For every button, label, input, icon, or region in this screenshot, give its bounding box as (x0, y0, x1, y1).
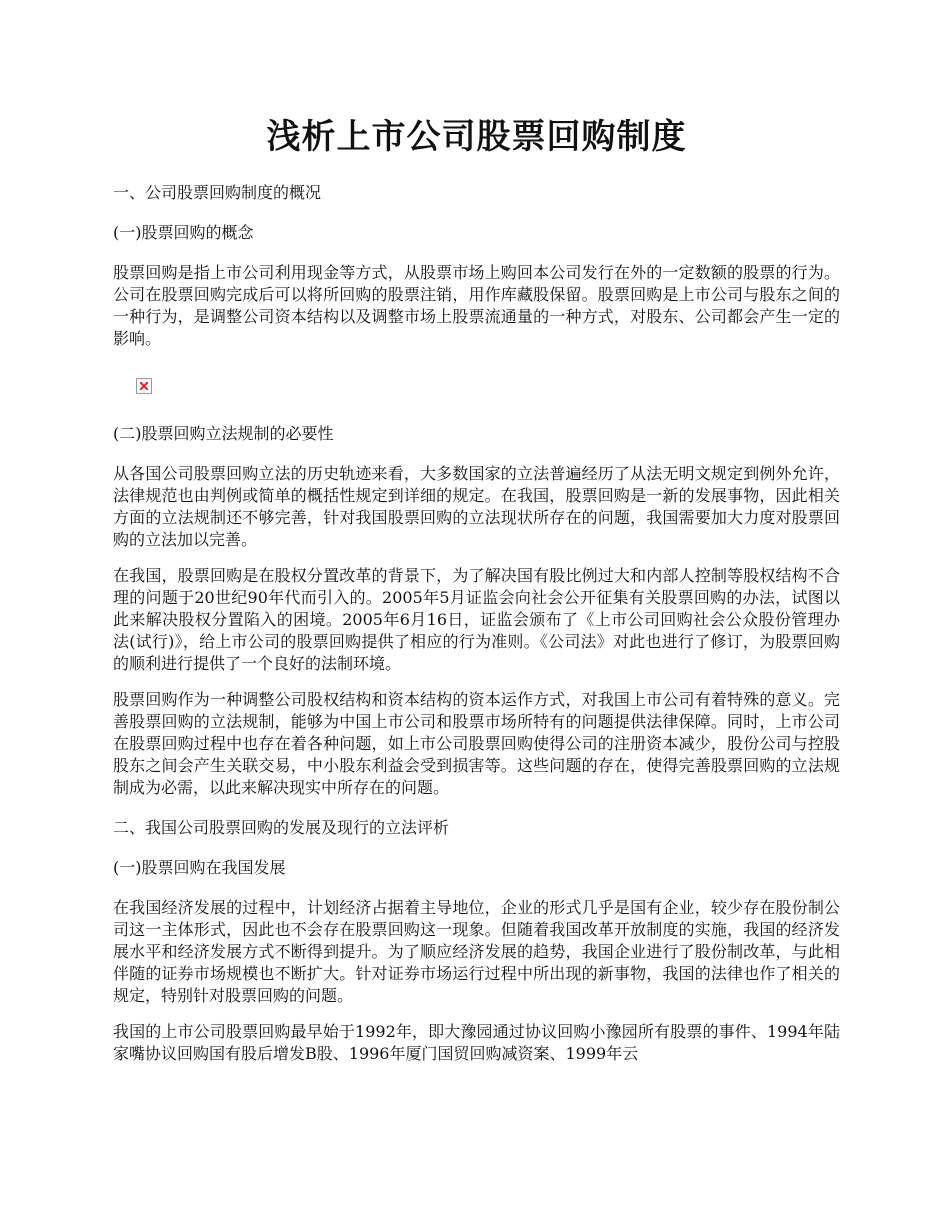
subsection-heading-1-1: (一)股票回购的概念 (113, 223, 254, 242)
paragraph-necessity-1: 从各国公司股票回购立法的历史轨迹来看，大多数国家的立法普遍经历了从法无明文规定到例外允许，法律规范也由判例或简单的概括性规定到详细的规定。在我国，股票回购是一新的发展事物，因此相关方面的立法规制还不够完善，针对我国股票回购的立法现状所存在的问题，我国需要加大力度对股票回购的立法加以完善。 (113, 464, 840, 549)
section-heading-1: 一、公司股票回购制度的概况 (113, 183, 322, 202)
section-heading-2: 二、我国公司股票回购的发展及现行的立法评析 (113, 818, 450, 837)
image-error-x-icon (140, 382, 148, 390)
paragraph-necessity-2: 在我国，股票回购是在股权分置改革的背景下，为了解决国有股比例过大和内部人控制等股权结构不合理的问题于20世纪90年代而引入的。2005年5月证监会向社会公开征集有关股票回购的办法，试图以此来解决股权分置陷入的困境。2005年6月16日，证监会颁布了《上市公司回购社会公众股份管理办法(试行)》，给上市公司的股票回购提供了相应的行为准则。《公司法》对此也进行了修订，为股票回购的顺利进行提供了一个良好的法制环境。 (113, 566, 840, 673)
paragraph-development-2: 我国的上市公司股票回购最早始于1992年，即大豫园通过协议回购小豫园所有股票的事件、1994年陆家嘴协议回购国有股后增发B股、1996年厦门国贸回购减资案、1999年云 (113, 1022, 840, 1063)
paragraph-development-1: 在我国经济发展的过程中，计划经济占据着主导地位，企业的形式几乎是国有企业，较少存在股份制公司这一主体形式，因此也不会存在股票回购这一现象。但随着我国改革开放制度的实施，我国的经济发展水平和经济发展方式不断得到提升。为了顺应经济发展的趋势，我国企业进行了股份制改革，与此相伴随的证券市场规模也不断扩大。针对证券市场运行过程中所出现的新事物，我国的法律也作了相关的规定，特别针对股票回购的问题。 (113, 898, 840, 1005)
subsection-heading-2-1: (一)股票回购在我国发展 (113, 858, 286, 877)
paragraph-concept: 股票回购是指上市公司利用现金等方式，从股票市场上购回本公司发行在外的一定数额的股票的行为。公司在股票回购完成后可以将所回购的股票注销，用作库藏股保留。股票回购是上市公司与股东之间的一种行为，是调整公司资本结构以及调整市场上股票流通量的一种方式，对股东、公司都会产生一定的影响。 (113, 263, 840, 348)
paragraph-necessity-3: 股票回购作为一种调整公司股权结构和资本结构的资本运作方式，对我国上市公司有着特殊的意义。完善股票回购的立法规制，能够为中国上市公司和股票市场所特有的问题提供法律保障。同时，上市公司在股票回购过程中也存在着各种问题，如上市公司股票回购使得公司的注册资本减少，股份公司与控股股东之间会产生关联交易，中小股东利益会受到损害等。这些问题的存在，使得完善股票回购的立法规制成为必需，以此来解决现实中所存在的问题。 (113, 690, 840, 797)
broken-image-icon (136, 378, 152, 394)
subsection-heading-1-2: (二)股票回购立法规制的必要性 (113, 424, 334, 443)
document-title: 浅析上市公司股票回购制度 (266, 117, 687, 157)
document-page (113, 0, 840, 1065)
